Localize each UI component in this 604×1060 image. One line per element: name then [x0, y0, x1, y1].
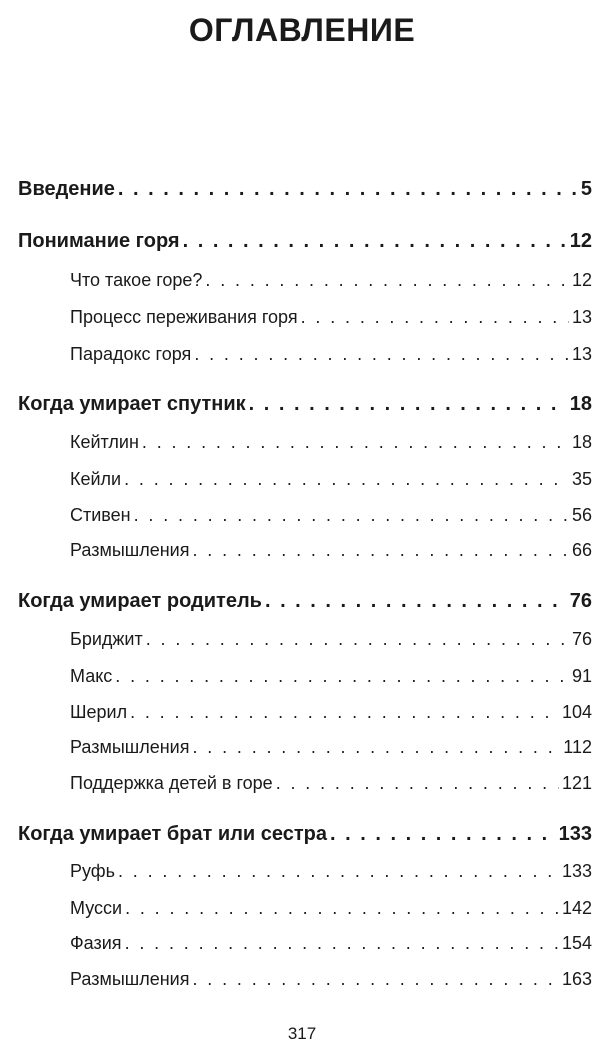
toc-page-number: 133 — [558, 823, 592, 845]
toc-subsection-title: Кейтлин — [70, 432, 139, 452]
toc-subsection — [70, 702, 592, 723]
toc-subsection — [70, 969, 592, 990]
toc-page-number: 76 — [571, 629, 592, 649]
dot-leader — [276, 773, 559, 794]
toc-page-number: 56 — [571, 505, 592, 525]
toc-page-number: 18 — [571, 432, 592, 452]
toc-subsection — [70, 737, 592, 758]
toc-subsection — [70, 344, 592, 365]
page-number: 317 — [287, 1024, 317, 1043]
toc-subsection — [70, 540, 592, 561]
dot-leader — [205, 270, 569, 291]
dot-leader — [125, 898, 559, 919]
toc-subsection — [70, 270, 592, 291]
toc-page-number: 121 — [561, 773, 592, 793]
dot-leader — [301, 307, 569, 328]
toc-chapter-title: Когда умирает брат или сестра — [18, 823, 328, 845]
dot-leader — [330, 823, 556, 846]
dot-leader — [146, 629, 569, 650]
toc-subsection-title: Кейли — [70, 469, 122, 489]
toc-subsection — [70, 432, 592, 453]
toc-page-number: 142 — [561, 898, 592, 918]
toc-chapter — [18, 823, 592, 846]
toc-page-number: 112 — [563, 737, 592, 757]
toc-page-number: 104 — [561, 702, 592, 722]
toc-page-number: 13 — [571, 307, 592, 327]
dot-leader — [192, 969, 558, 990]
toc-page-number: 133 — [561, 861, 592, 881]
toc-chapter — [18, 590, 592, 613]
toc-page-number: 5 — [580, 178, 592, 200]
toc-page-number: 76 — [569, 590, 592, 612]
toc-subsection — [70, 933, 592, 954]
toc-subsection-title: Размышления — [70, 737, 190, 757]
page-title: ОГЛАВЛЕНИЕ — [188, 12, 416, 48]
toc-chapter — [18, 393, 592, 416]
dot-leader — [249, 393, 567, 416]
toc-subsection-title: Бриджит — [70, 629, 143, 649]
toc-subsection — [70, 307, 592, 328]
toc-page-number: 13 — [571, 344, 592, 364]
dot-leader — [134, 505, 569, 526]
toc-subsection-title: Поддержка детей в горе — [70, 773, 273, 793]
dot-leader — [115, 666, 569, 687]
toc-subsection-title: Процесс переживания горя — [70, 307, 298, 327]
toc-subsection-title: Фазия — [70, 933, 122, 953]
toc-subsection — [70, 861, 592, 882]
toc-subsection-title: Что такое горе? — [70, 270, 203, 290]
dot-leader — [192, 540, 568, 561]
dot-leader — [118, 861, 559, 882]
toc-chapter-title: Понимание горя — [18, 230, 180, 252]
toc-subsection-title: Размышления — [70, 969, 190, 989]
dot-leader — [125, 933, 559, 954]
dot-leader — [265, 590, 567, 613]
toc-subsection-title: Руфь — [70, 861, 115, 881]
dot-leader — [118, 178, 578, 201]
toc-subsection — [70, 629, 592, 650]
toc-subsection-title: Парадокс горя — [70, 344, 192, 364]
toc-subsection-title: Мусси — [70, 898, 123, 918]
toc-subsection — [70, 898, 592, 919]
dot-leader — [192, 737, 560, 758]
toc-page-number: 12 — [569, 230, 592, 252]
dot-leader — [130, 702, 559, 723]
toc-chapter-title: Когда умирает родитель — [18, 590, 262, 612]
toc-page-number: 66 — [571, 540, 592, 560]
toc-chapter — [18, 178, 592, 201]
dot-leader — [194, 344, 569, 365]
toc-chapter-title: Введение — [18, 178, 115, 200]
toc-subsection — [70, 773, 592, 794]
dot-leader — [124, 469, 569, 490]
toc-chapter — [18, 230, 592, 253]
toc-subsection-title: Стивен — [70, 505, 131, 525]
dot-leader — [183, 230, 567, 253]
dot-leader — [142, 432, 569, 453]
toc-subsection — [70, 505, 592, 526]
toc-subsection-title: Макс — [70, 666, 113, 686]
toc-page-number: 163 — [561, 969, 592, 989]
toc-subsection — [70, 469, 592, 490]
toc-page-number: 91 — [571, 666, 592, 686]
toc-page-number: 35 — [571, 469, 592, 489]
toc-subsection — [70, 666, 592, 687]
toc-subsection-title: Шерил — [70, 702, 128, 722]
toc-subsection-title: Размышления — [70, 540, 190, 560]
toc-chapter-title: Когда умирает спутник — [18, 393, 246, 415]
toc-page-number: 18 — [569, 393, 592, 415]
toc-page-number: 12 — [571, 270, 592, 290]
toc-page-number: 154 — [561, 933, 592, 953]
